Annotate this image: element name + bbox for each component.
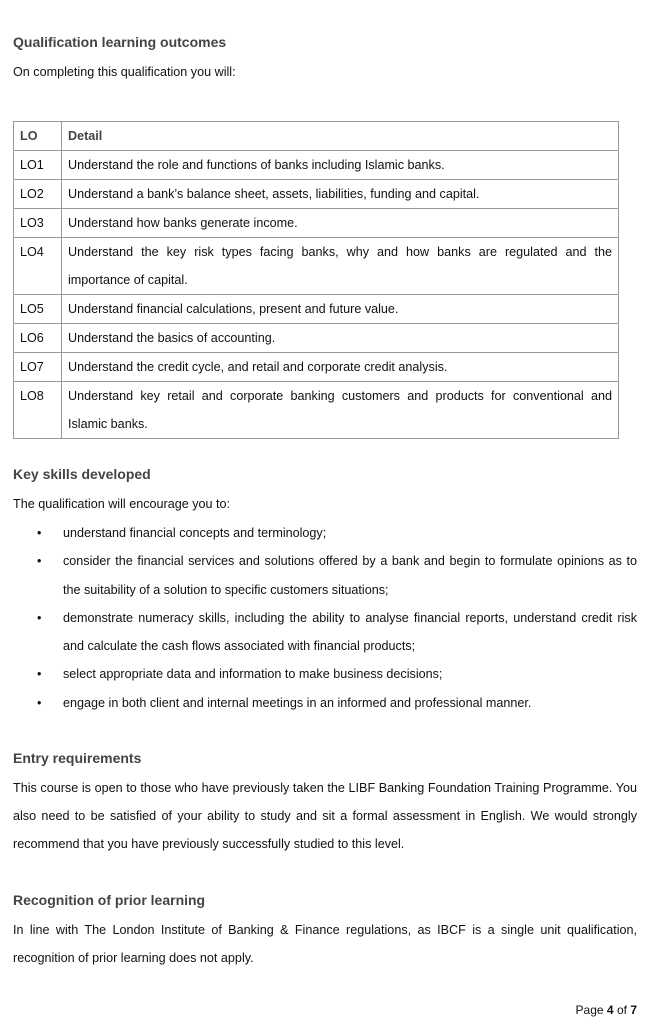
entry-heading: Entry requirements [13, 750, 142, 766]
prior-text: In line with The London Institute of Banking & Finance regulations, as IBCF is a single unit qualification, recognition of prior learning does not apply. [13, 923, 637, 965]
entry-text: This course is open to those who have previously taken the LIBF Banking Foundation Training Programme. You also need to be satisfied of your ability to study and sit a formal assessment in English. We would strongly recommend that you have previously successfully studied to this level. [13, 781, 637, 851]
lo-code: LO2 [14, 180, 62, 209]
table-row [14, 382, 619, 439]
page-number [576, 1003, 637, 1017]
skills-intro: The qualification will encourage you to: [13, 497, 231, 511]
skills-list [13, 519, 637, 717]
lo-detail: Understand the role and functions of banks including Islamic banks. [62, 151, 619, 180]
skill-text: understand financial concepts and terminology; [63, 526, 327, 540]
lo-detail: Understand the credit cycle, and retail and corporate credit analysis. [62, 353, 619, 382]
skill-text: select appropriate data and information to make business decisions; [63, 667, 443, 682]
table-row [14, 180, 619, 209]
of-label: of [616, 1003, 627, 1017]
bullet-icon: • [37, 526, 42, 540]
page-label: Page [575, 1003, 604, 1017]
lo-code: LO7 [14, 353, 62, 382]
table-row [14, 238, 619, 295]
learning-outcomes-table [13, 121, 619, 439]
prior-heading: Recognition of prior learning [13, 892, 206, 908]
bullet-icon: • [37, 695, 42, 710]
table-header-row [14, 122, 619, 151]
lo-detail: Understand how banks generate income. [62, 209, 619, 238]
list-item [13, 689, 637, 717]
lo-code: LO6 [14, 324, 62, 353]
lo-detail: Understand the basics of accounting. [62, 324, 619, 353]
outcomes-intro: On completing this qualification you will: [13, 65, 236, 79]
bullet-icon: • [37, 554, 42, 569]
lo-code: LO1 [14, 151, 62, 180]
lo-code: LO5 [14, 295, 62, 324]
header-detail: Detail [62, 122, 619, 151]
table-row [14, 353, 619, 382]
lo-detail: Understand key retail and corporate banking customers and products for conventional and Islamic banks. [62, 382, 619, 439]
table-row [14, 295, 619, 324]
lo-code: LO3 [14, 209, 62, 238]
list-item [13, 604, 637, 661]
skill-text: demonstrate numeracy skills, including the ability to analyse financial reports, understand credit risk and calculate the cash flows associated with financial products; [63, 610, 637, 654]
bullet-icon: • [37, 610, 42, 625]
table-row [14, 209, 619, 238]
lo-detail: Understand financial calculations, present and future value. [62, 295, 619, 324]
list-item [13, 547, 637, 604]
skill-text: consider the financial services and solutions offered by a bank and begin to formulate opinions as to the suitability of a solution to specific customers situations; [63, 554, 637, 597]
skills-heading: Key skills developed [13, 466, 151, 482]
outcomes-heading: Qualification learning outcomes [13, 34, 227, 50]
total-pages: 7 [630, 1003, 637, 1017]
lo-code: LO8 [14, 382, 62, 439]
table-row [14, 151, 619, 180]
list-item [13, 660, 637, 688]
current-page: 4 [606, 1003, 614, 1017]
lo-detail: Understand the key risk types facing banks, why and how banks are regulated and the importance of capital. [62, 238, 619, 295]
lo-detail: Understand a bank’s balance sheet, assets, liabilities, funding and capital. [62, 180, 619, 209]
skill-text: engage in both client and internal meetings in an informed and professional manner. [63, 695, 532, 710]
header-lo: LO [14, 122, 62, 151]
bullet-icon: • [37, 667, 42, 682]
lo-code: LO4 [14, 238, 62, 295]
list-item [13, 519, 637, 547]
table-row [14, 324, 619, 353]
